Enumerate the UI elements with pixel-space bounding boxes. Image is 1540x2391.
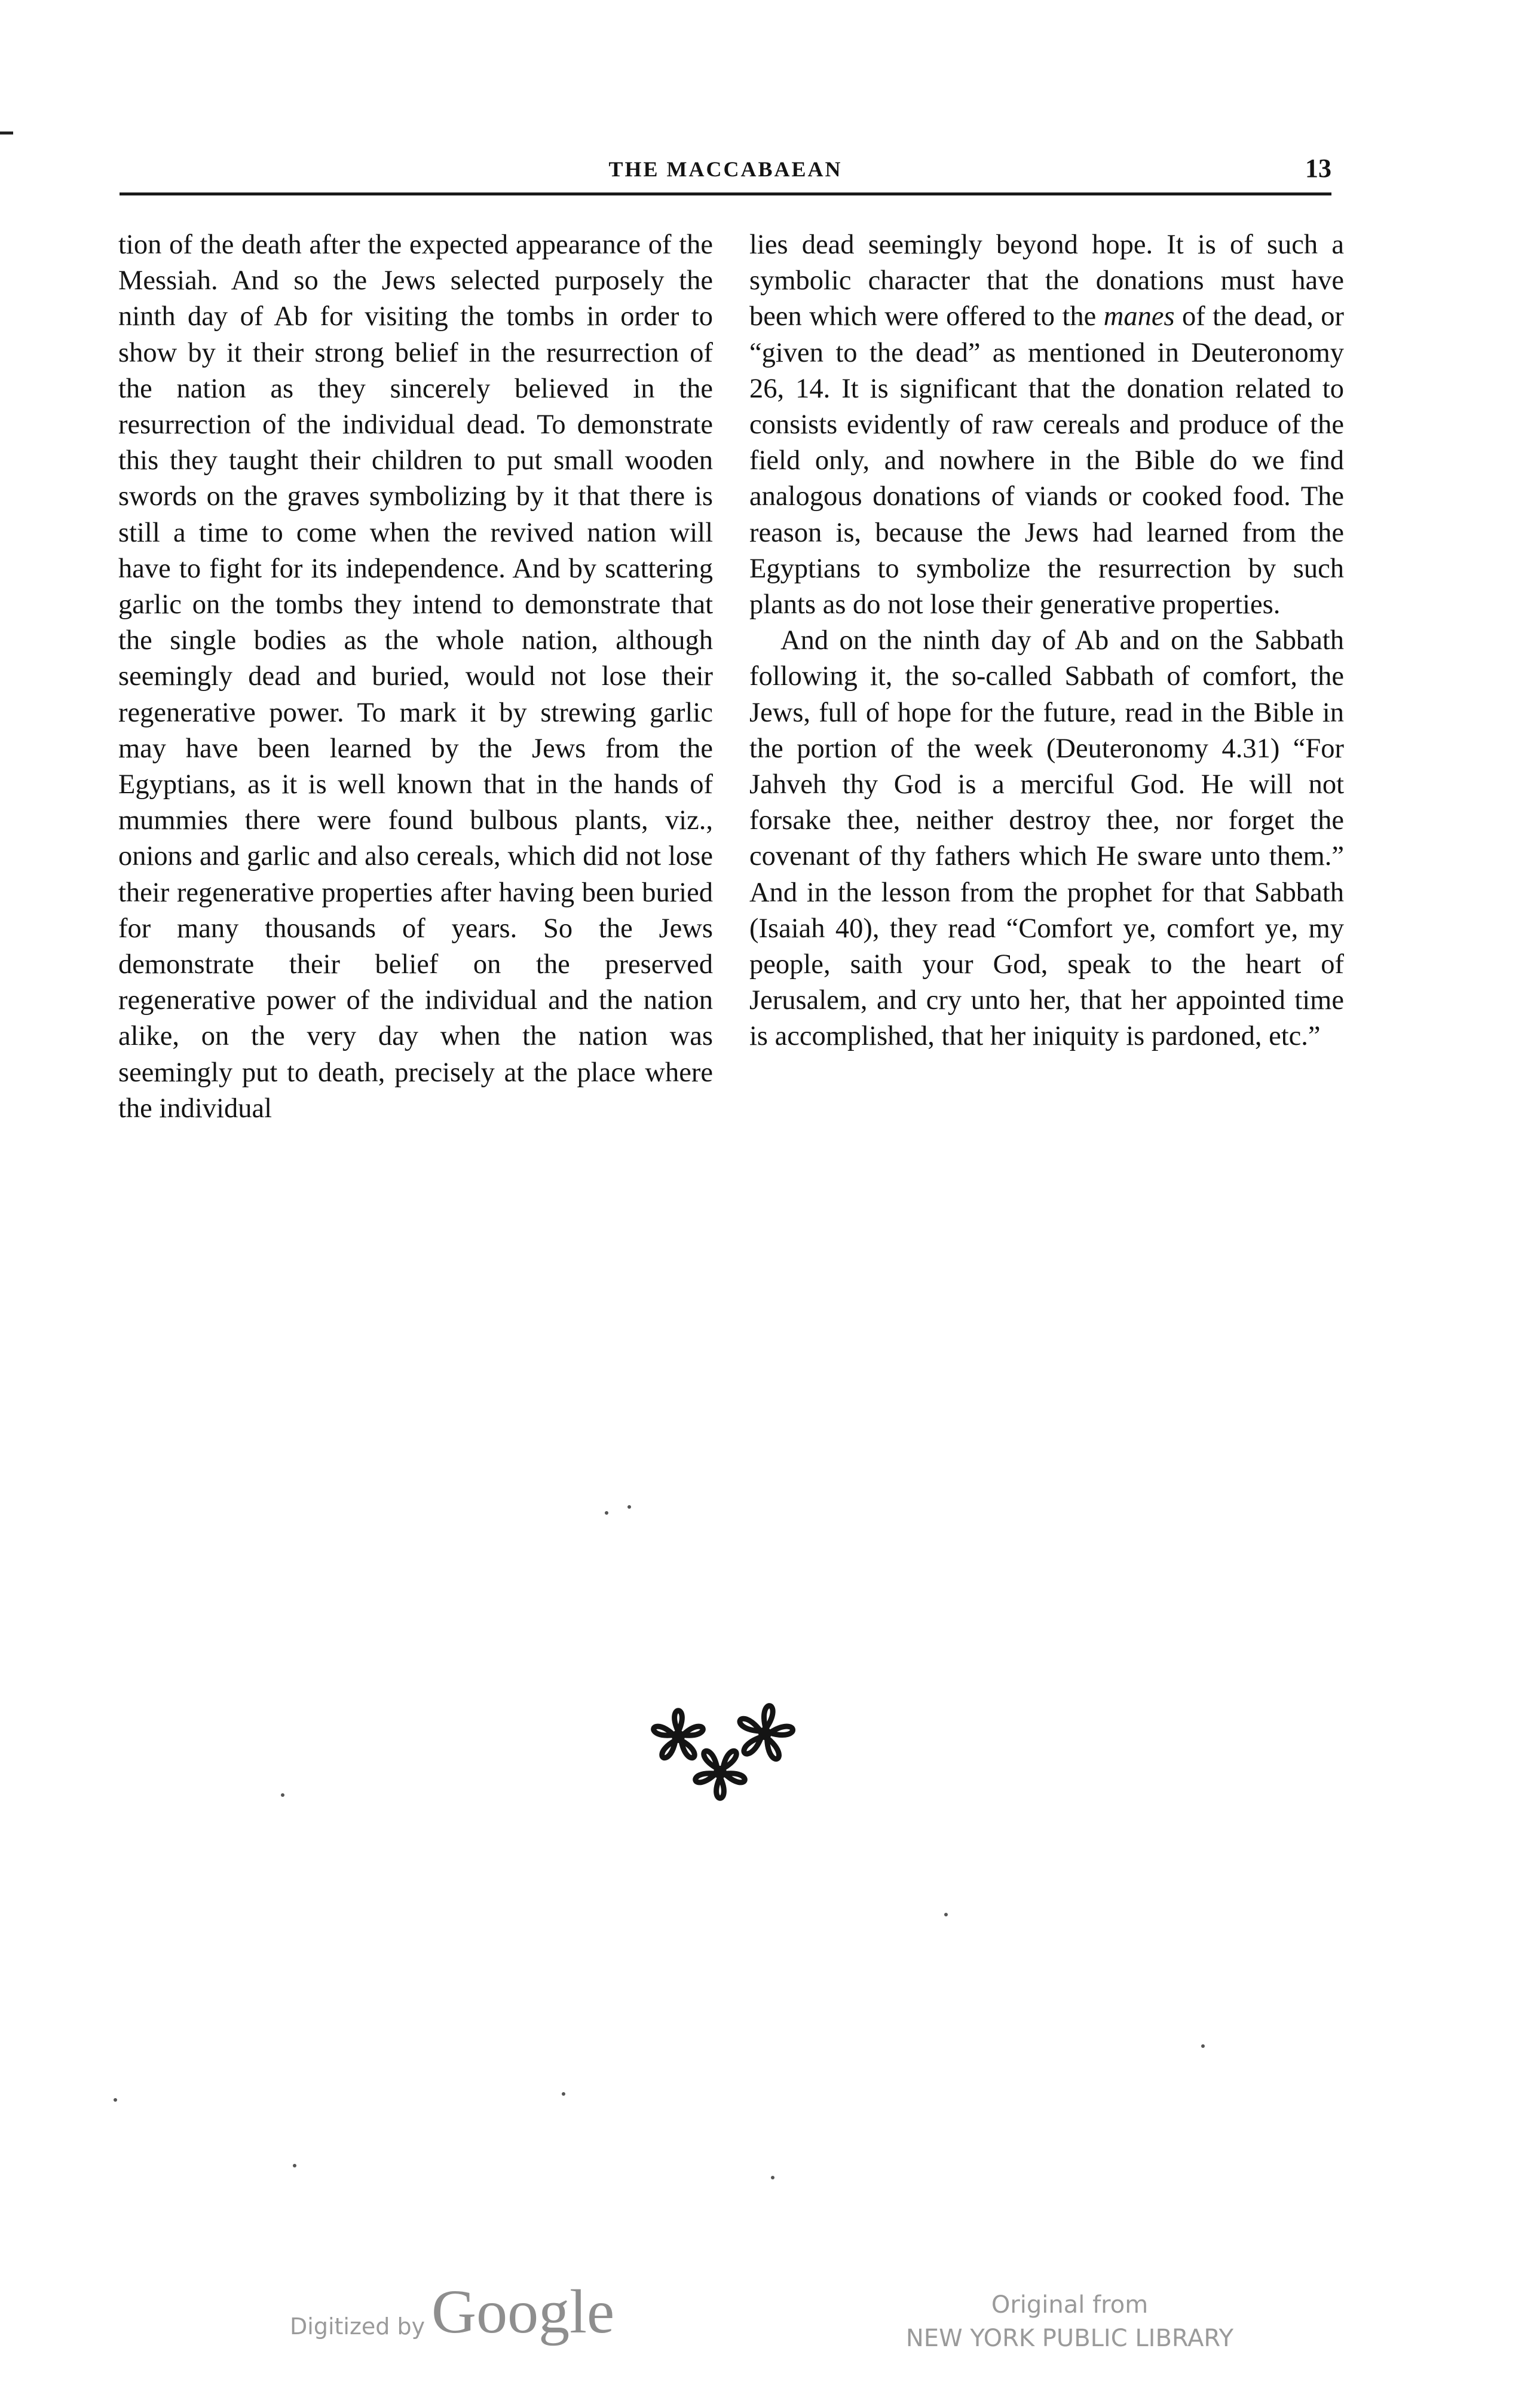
right-column <box>749 227 1344 1055</box>
journal-title: THE MACCABAEAN <box>608 157 843 181</box>
p1-italic-term: manes <box>1103 301 1175 332</box>
library-name: NEW YORK PUBLIC LIBRARY <box>905 2325 1234 2352</box>
speck <box>627 1505 631 1509</box>
right-paragraph-2: And on the ninth day of Ab and on the Sabbath following it, the so-called Sabbath of comfort, the Jews, full of hope for the future, read in the Bible in the portion of the week (Deuteronomy 4.31) “For Jahveh thy God is a merciful God. He will not forsake thee, neither destroy thee, nor forget the covenant of thy fathers which He sware unto them.” And in the lesson from the prophet for that Sabbath (Isaiah 40), they read “Comfort ye, comfort ye, my people, saith your God, speak to the heart of Jerusalem, and cry unto her, that her appointed time is accomplished, that her iniquity is pardoned, etc.” <box>749 625 1344 1052</box>
right-paragraph-1 <box>749 227 1344 623</box>
three-flowers-icon <box>621 1680 825 1823</box>
margin-mark <box>0 132 13 134</box>
speck <box>1201 2044 1205 2048</box>
speck <box>605 1511 608 1515</box>
original-from-label: Original from <box>991 2291 1149 2319</box>
left-column <box>118 227 713 1127</box>
speck <box>114 2098 117 2102</box>
p1-text-before: lies dead seemingly beyond hope. It is of such a symbolic character that the donations must have been which were offered to the <box>749 230 1344 332</box>
library-credit <box>890 2288 1249 2355</box>
speck <box>771 2176 774 2179</box>
page-number: 13 <box>1305 154 1331 183</box>
p1-text-after: of the dead, or “given to the dead” as mentioned in Deuteronomy 26, 14. It is significant that the donation related to consists evidently of raw cereals and produce of the field only, and nowhere in the Bible do we find analogous donations of viands or cooked food. The reason is, because the Jews had learned from the Egyptians to symbolize the resurrection by such plants as do not lose their generative properties. <box>749 301 1344 620</box>
speck <box>944 1913 948 1916</box>
digitized-by-label: Digitized by <box>290 2313 425 2340</box>
page-edge-marks <box>0 335 18 2248</box>
speck <box>281 1793 284 1797</box>
speck <box>293 2164 296 2167</box>
google-logo: Google <box>431 2277 615 2346</box>
header-rule <box>120 192 1331 195</box>
left-paragraph: tion of the death after the expected appearance of the Messiah. And so the Jews selected purposely the ninth day of Ab for visiting the tombs in order to show by it their strong belief in the resurrection of the nation as they sincerely believed in the resurrection of the individual dead. To demonstrate this they taught their children to put small wooden swords on the graves symbolizing by it that there is still a time to come when the revived nation will have to fight for its independence. And by scattering garlic on the tombs they intend to demonstrate that the single bodies as the whole nation, although seemingly dead and buried, would not lose their regenerative power. To mark it by strewing garlic may have been learned by the Jews from the Egyptians, as it is well known that in the hands of mummies there were found bulbous plants, viz., onions and garlic and also cereals, which did not lose their regenerative properties after having been buried for many thousands of years. So the Jews demonstrate their belief on the preserved regenerative power of the individual and the nation alike, on the very day when the nation was seemingly put to death, precisely at the place where the individual <box>118 230 713 1124</box>
speck <box>562 2092 565 2096</box>
running-header <box>120 154 1331 186</box>
